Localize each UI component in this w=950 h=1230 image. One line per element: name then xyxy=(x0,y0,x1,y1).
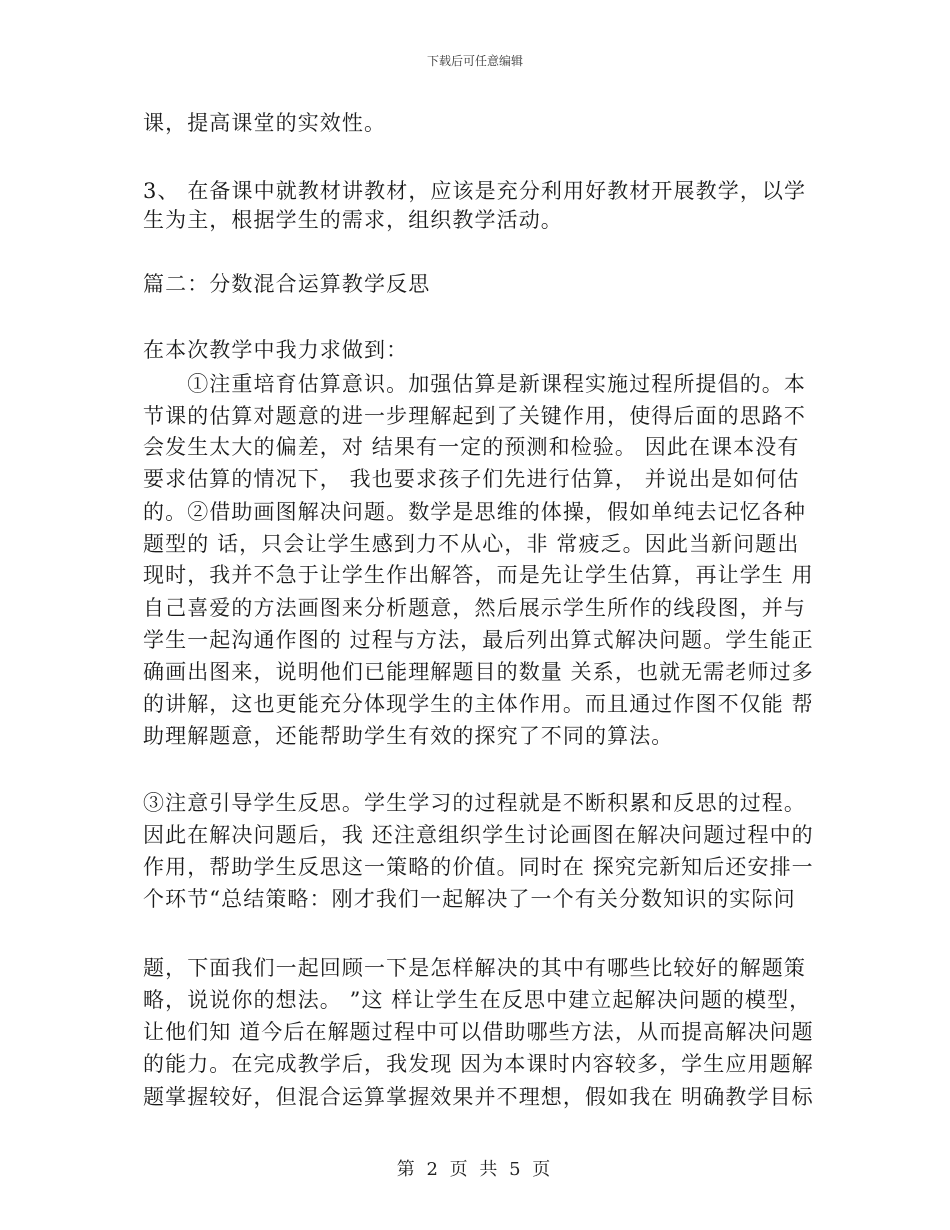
text-line: 个环节“总结策略：刚才我们一起解决了一个有关分数知识的实际问 xyxy=(143,887,796,911)
text-line: 3、 在备课中就教材讲教材，应该是充分利用好教材开展教学，以学 xyxy=(143,179,807,203)
text-line: 要求估算的情况下， 我也要求孩子们先进行估算， 并说出是如何估 xyxy=(143,467,800,491)
section-heading: 篇二：分数混合运算教学反思 xyxy=(143,272,431,296)
text-line: 节课的估算对题意的进一步理解起到了关键作用，使得后面的思路不 xyxy=(143,404,806,428)
text-line: ③注意引导学生反思。学生学习的过程就是不断积累和反思的过程。 xyxy=(143,791,806,815)
text-line: 的。②借助画图解决问题。数学是思维的体操，假如单纯去记忆各种 xyxy=(143,500,806,524)
text-line: 作用，帮助学生反思这一策略的价值。同时在 探究完新知后还安排一 xyxy=(143,855,814,879)
text-line: 现时，我并不急于让学生作出解答，而是先让学生估算，再让学生 用 xyxy=(143,563,814,587)
text-line: 的讲解，这也更能充分体现学生的主体作用。而且通过作图不仅能 帮 xyxy=(143,692,814,716)
text-line: 确画出图来，说明他们已能理解题目的数量 关系，也就无需老师过多 xyxy=(143,660,814,684)
text-line: 题型的 话，只会让学生感到力不从心，非 常疲乏。因此当新问题出 xyxy=(143,532,800,556)
page-header: 下载后可任意编辑 xyxy=(426,54,523,68)
text-line: 自己喜爱的方法画图来分析题意，然后展示学生所作的线段图，并与 xyxy=(143,596,806,620)
text-line: 在本次教学中我力求做到： xyxy=(143,338,409,362)
text-line: 略，说说你的想法。 ”这 样让学生在反思中建立起解决问题的模型， xyxy=(143,988,812,1012)
text-line: 因此在解决问题后，我 还注意组织学生讨论画图在解决问题过程中的 xyxy=(143,823,814,847)
text-line: 会发生太大的偏差，对 结果有一定的预测和检验。 因此在课本没有 xyxy=(143,435,800,459)
text-line: 学生一起沟通作图的 过程与方法，最后列出算式解决问题。学生能正 xyxy=(143,628,814,652)
text-line: 助理解题意，还能帮助学生有效的探究了不同的算法。 xyxy=(143,724,674,748)
text-line: ①注重培育估算意识。加强估算是新课程实施过程所提倡的。本 xyxy=(143,372,806,396)
text-line: 题掌握较好，但混合运算掌握效果并不理想，假如我在 明确教学目标 xyxy=(143,1085,814,1109)
page-number: 第 2 页 共 5 页 xyxy=(396,1159,554,1180)
text-line: 课，提高课堂的实效性。 xyxy=(143,111,387,135)
text-line: 让他们知 道今后在解题过程中可以借助哪些方法，从而提高解决问题 xyxy=(143,1020,814,1044)
text-line: 生为主，根据学生的需求，组织教学活动。 xyxy=(143,208,563,232)
text-line: 题，下面我们一起回顾一下是怎样解决的其中有哪些比较好的解题策 xyxy=(143,956,806,980)
text-line: 的能力。在完成教学后，我发现 因为本课时内容较多，学生应用题解 xyxy=(143,1052,814,1076)
